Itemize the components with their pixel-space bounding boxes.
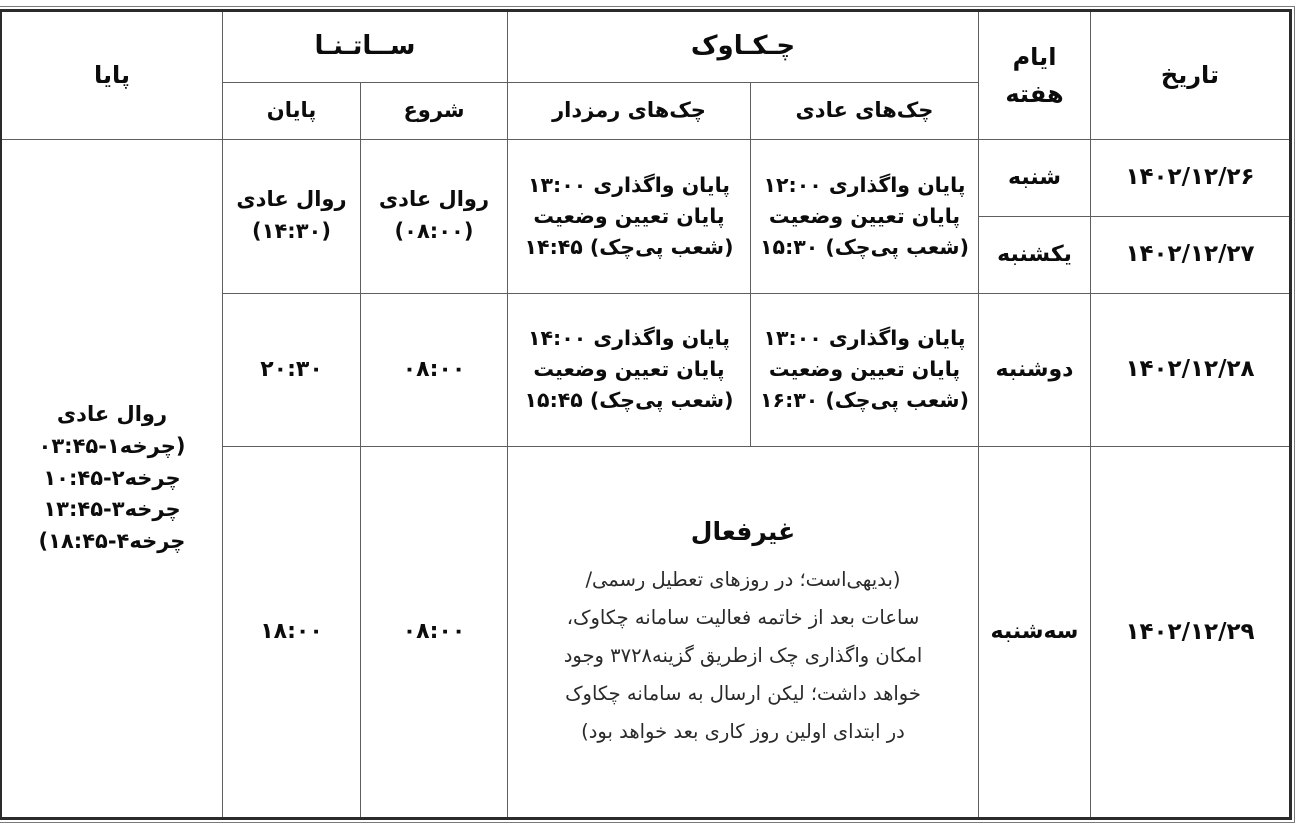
chakavak-normal-g1-line3: (شعب پی‌چک) ۱۵:۳۰ <box>760 234 969 259</box>
chakavak-coded-g1-line1: پایان واگذاری ۱۳:۰۰ <box>528 172 730 197</box>
table-body <box>1 140 1291 819</box>
cell-chakavak-coded-group1 <box>508 140 751 294</box>
cell-chakavak-coded-group2 <box>508 293 751 447</box>
header-satna: ســاتـنـا <box>223 11 508 83</box>
cell-satna-start-group1 <box>361 140 508 294</box>
paya-line1: روال عادی <box>56 401 168 426</box>
cell-date-tuesday: ۱۴۰۲/۱۲/۲۹ <box>1091 447 1291 819</box>
header-weekday: ایام هفته <box>979 11 1091 140</box>
chakavak-coded-g2-line2: پایان تعیین وضعیت <box>533 357 725 382</box>
satna-end-g1-line1: روال عادی <box>236 187 347 212</box>
cell-weekday-monday: دوشنبه <box>979 293 1091 447</box>
inactive-note-line5: در ابتدای اولین روز کاری بعد خواهد بود) <box>581 720 905 744</box>
chakavak-coded-g2-line3: (شعب پی‌چک) ۱۵:۴۵ <box>524 388 734 413</box>
chakavak-coded-g2-line1: پایان واگذاری ۱۴:۰۰ <box>528 326 730 351</box>
paya-line4: چرخه۳-۱۳:۴۵ <box>43 497 181 522</box>
cell-chakavak-normal-group2 <box>751 293 979 447</box>
table-row <box>1 140 1291 217</box>
header-satna-start: شروع <box>361 83 508 140</box>
cell-chakavak-normal-group1 <box>751 140 979 294</box>
inactive-status-label: غیرفعال <box>690 517 796 547</box>
chakavak-normal-g2-line3: (شعب پی‌چک) ۱۶:۳۰ <box>760 388 969 413</box>
cell-weekday-sunday: یکشنبه <box>979 216 1091 293</box>
inactive-note-line4: خواهد داشت؛ لیکن ارسال به سامانه چکاوک <box>565 682 921 706</box>
paya-line5: چرخه۴-۱۸:۴۵) <box>38 529 186 554</box>
cell-date-saturday: ۱۴۰۲/۱۲/۲۶ <box>1091 140 1291 217</box>
header-chakavak: چـکـاوک <box>508 11 979 83</box>
inactive-note-line1: (بدیهی‌است؛ در روزهای تعطیل رسمی/ <box>585 568 901 592</box>
cell-chakavak-inactive-group3 <box>508 447 979 819</box>
cell-weekday-saturday: شنبه <box>979 140 1091 217</box>
inactive-note-line3: امکان واگذاری چک ازطریق گزینه۳۷۲۸ وجود <box>563 644 923 668</box>
cell-satna-end-group1 <box>223 140 361 294</box>
cell-satna-end-group3: ۱۸:۰۰ <box>223 447 361 819</box>
paya-line2: (چرخه۱-۰۳:۴۵ <box>38 433 186 458</box>
banking-hours-table <box>0 9 1292 820</box>
cell-satna-start-group2: ۰۸:۰۰ <box>361 293 508 447</box>
cell-paya-all-rows <box>1 140 223 819</box>
header-chakavak-coded-checks: چک‌های رمزدار <box>508 83 751 140</box>
chakavak-coded-g1-line2: پایان تعیین وضعیت <box>533 203 725 228</box>
chakavak-normal-g1-line2: پایان تعیین وضعیت <box>768 203 961 228</box>
satna-start-g1-line1: روال عادی <box>378 187 490 212</box>
header-satna-end: پایان <box>223 83 361 140</box>
chakavak-normal-g2-line1: پایان واگذاری ۱۳:۰۰ <box>763 326 966 351</box>
header-paya: پایا <box>1 11 223 140</box>
header-row-main <box>1 11 1291 83</box>
chakavak-normal-g2-line2: پایان تعیین وضعیت <box>768 357 961 382</box>
cell-date-monday: ۱۴۰۲/۱۲/۲۸ <box>1091 293 1291 447</box>
chakavak-coded-g1-line3: (شعب پی‌چک) ۱۴:۴۵ <box>524 234 734 259</box>
cell-date-sunday: ۱۴۰۲/۱۲/۲۷ <box>1091 216 1291 293</box>
inactive-note <box>514 561 972 751</box>
chakavak-normal-g1-line1: پایان واگذاری ۱۲:۰۰ <box>763 172 966 197</box>
table-header <box>1 11 1291 140</box>
cell-satna-start-group3: ۰۸:۰۰ <box>361 447 508 819</box>
inactive-note-line2: ساعات بعد از خاتمه فعالیت سامانه چکاوک، <box>566 606 920 630</box>
cell-weekday-tuesday: سه‌شنبه <box>979 447 1091 819</box>
paya-line3: چرخه۲-۱۰:۴۵ <box>43 465 181 490</box>
header-date: تاریخ <box>1091 11 1291 140</box>
header-chakavak-normal-checks: چک‌های عادی <box>751 83 979 140</box>
satna-end-g1-line2: (۱۴:۳۰) <box>252 219 331 244</box>
satna-start-g1-line2: (۰۸:۰۰) <box>394 219 474 244</box>
cell-satna-end-group2: ۲۰:۳۰ <box>223 293 361 447</box>
